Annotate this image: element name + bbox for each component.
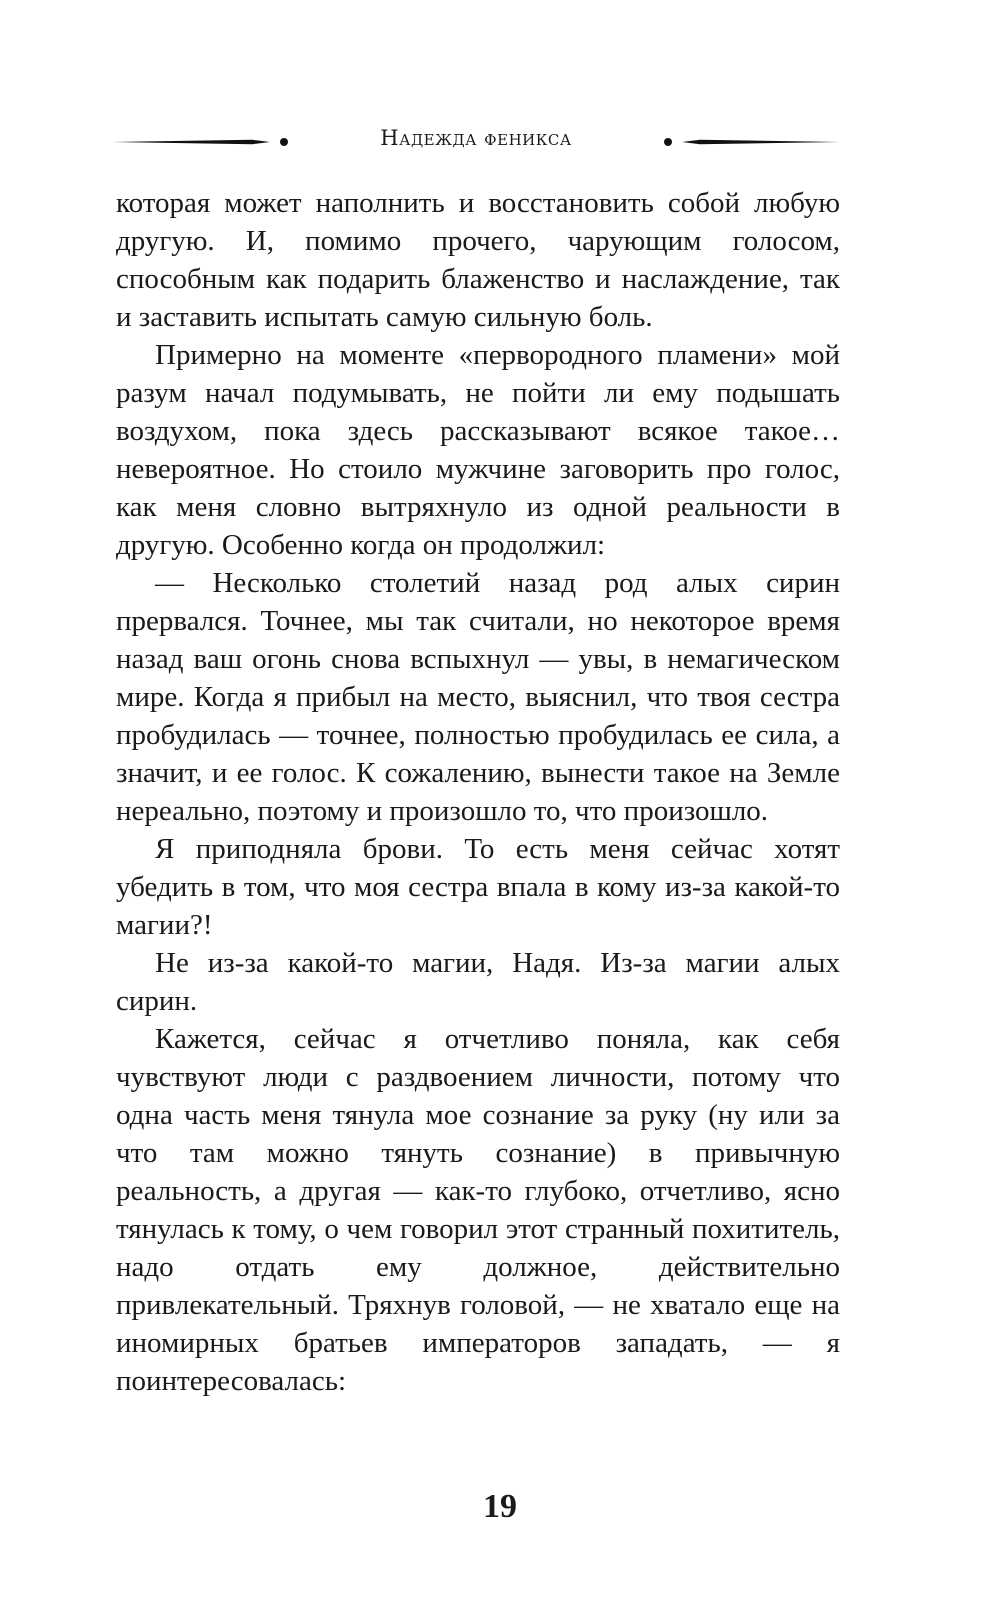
header-ornament-right — [660, 135, 840, 149]
paragraph-1: которая может наполнить и восстановить собой любую другую. И, помимо прочего, чарующим голосом, способным как подарить блаженство и наслаждение, так и заставить испытать самую сильную боль. — [116, 187, 840, 333]
running-header — [112, 122, 840, 158]
body-text — [116, 184, 840, 1400]
paragraph-5: Не из-за какой-то магии, Надя. Из-за магии алых сирин. — [116, 947, 840, 1017]
paragraph-3: — Несколько столетий назад род алых сирин прервался. Точнее, мы так считали, но некоторое время назад ваш огонь снова вспыхнул — увы, в немагическом мире. Когда я прибыл на место, выяснил, что твоя сестра пробудилась — точнее, полностью пробудилась ее сила, а значит, и ее голос. К сожалению, вынести такое на Земле нереально, поэтому и произошло то, что произошло. — [116, 567, 840, 827]
paragraph-4: Я приподняла брови. То есть меня сейчас хотят убедить в том, что моя сестра впала в кому из-за какой-то магии?! — [116, 833, 840, 941]
header-title-text: Надежда феникса — [380, 126, 572, 150]
paragraph-6: Кажется, сейчас я отчетливо поняла, как себя чувствуют люди с раздвоением личности, потому что одна часть меня тянула мое сознание за руку (ну или за что там можно тянуть сознание) в привычную реальность, а другая — как-то глубоко, отчетливо, ясно тянулась к тому, о чем говорил этот странный похититель, надо отдать ему должное, действительно привлекательный. Тряхнув головой, — не хватало еще на иномирных братьев императоров западать, — я поинтересовалась: — [116, 1023, 840, 1397]
page-number: 19 — [483, 1488, 517, 1525]
paragraph-2: Примерно на моменте «первородного пламени» мой разум начал подумывать, не пойти ли ему подышать воздухом, пока здесь рассказывают всякое такое… невероятное. Но стоило мужчине заговорить про голос, как меня словно вытряхнуло из одной реальности в другую. Особенно когда он продолжил: — [116, 339, 840, 561]
